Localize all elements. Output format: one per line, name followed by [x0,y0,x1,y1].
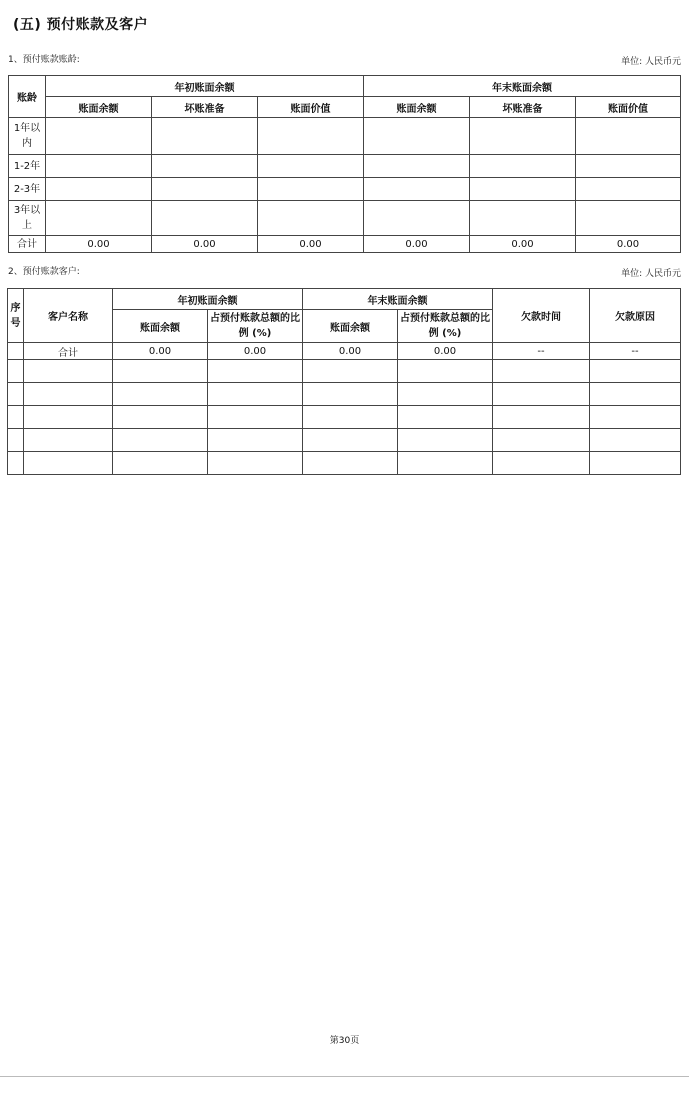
table-cell: -- [493,343,590,360]
table-row [9,201,681,236]
table-cell [258,118,364,155]
table-cell [258,201,364,236]
table-cell: 0.00 [364,236,470,253]
table-cell [364,118,470,155]
section1-label: 1、预付账款账龄: [8,55,80,65]
header-aging: 账龄 [9,76,46,118]
table-cell: 0.00 [208,343,303,360]
total-row [8,343,681,360]
table-cell [152,155,258,178]
table-cell: 0.00 [576,236,681,253]
section2-unit: 单位: 人民币元 [621,269,681,279]
table-cell [576,155,681,178]
row-label: 合计 [9,236,46,253]
page-number: 第30页 [329,1036,360,1046]
header-end-book-balance: 账面余额 [364,97,470,118]
row-label: 3年以上 [9,201,46,236]
header-begin-ratio: 占预付账款总额的比例 (%) [208,310,303,343]
table-cell [46,155,152,178]
table-cell: 0.00 [152,236,258,253]
table-cell [152,178,258,201]
table-cell [576,201,681,236]
table-cell [470,201,576,236]
table-cell [364,155,470,178]
row-label: 1年以内 [9,118,46,155]
table-cell: 0.00 [303,343,398,360]
table-cell [364,201,470,236]
table-row [9,178,681,201]
header-begin-bad-debt: 坏账准备 [152,97,258,118]
header-end-group: 年末账面余额 [364,76,681,97]
bottom-rule [0,1076,689,1077]
table-cell [258,178,364,201]
header-begin-book-balance: 账面余额 [113,310,208,343]
table-cell [364,178,470,201]
table-cell [8,343,24,360]
table-cell [46,201,152,236]
table-row [9,155,681,178]
table-cell: 0.00 [46,236,152,253]
aging-table [8,75,681,253]
section2-label: 2、预付账款客户: [8,267,80,277]
table-cell: 0.00 [398,343,493,360]
table-row [8,383,681,406]
header-end-book-value: 账面价值 [576,97,681,118]
table-cell [152,201,258,236]
page-title: (五) 预付账款及客户 [13,17,149,33]
table-cell [576,178,681,201]
customer-table [7,288,681,475]
table-cell [470,155,576,178]
header-begin-book-balance: 账面余额 [46,97,152,118]
table-cell [470,118,576,155]
table-cell: 0.00 [258,236,364,253]
header-end-book-balance: 账面余额 [303,310,398,343]
header-end-group: 年末账面余额 [303,289,493,310]
table-row [8,452,681,475]
table-row [9,118,681,155]
section1-unit: 单位: 人民币元 [621,57,681,67]
header-end-ratio: 占预付账款总额的比例 (%) [398,310,493,343]
table-row [8,429,681,452]
total-label: 合计 [24,343,113,360]
table-cell [152,118,258,155]
header-seq: 序号 [8,289,24,343]
table-cell: 0.00 [113,343,208,360]
header-customer: 客户名称 [24,289,113,343]
header-begin-book-value: 账面价值 [258,97,364,118]
table-cell [576,118,681,155]
row-label: 1-2年 [9,155,46,178]
table-cell [258,155,364,178]
table-cell [46,178,152,201]
row-label: 2-3年 [9,178,46,201]
header-begin-group: 年初账面余额 [113,289,303,310]
total-row [9,236,681,253]
table-cell: -- [590,343,681,360]
header-owed-reason: 欠款原因 [590,289,681,343]
table-cell [46,118,152,155]
table-row [8,360,681,383]
header-begin-group: 年初账面余额 [46,76,364,97]
table-cell [470,178,576,201]
header-owed-time: 欠款时间 [493,289,590,343]
header-end-bad-debt: 坏账准备 [470,97,576,118]
table-cell: 0.00 [470,236,576,253]
table-row [8,406,681,429]
